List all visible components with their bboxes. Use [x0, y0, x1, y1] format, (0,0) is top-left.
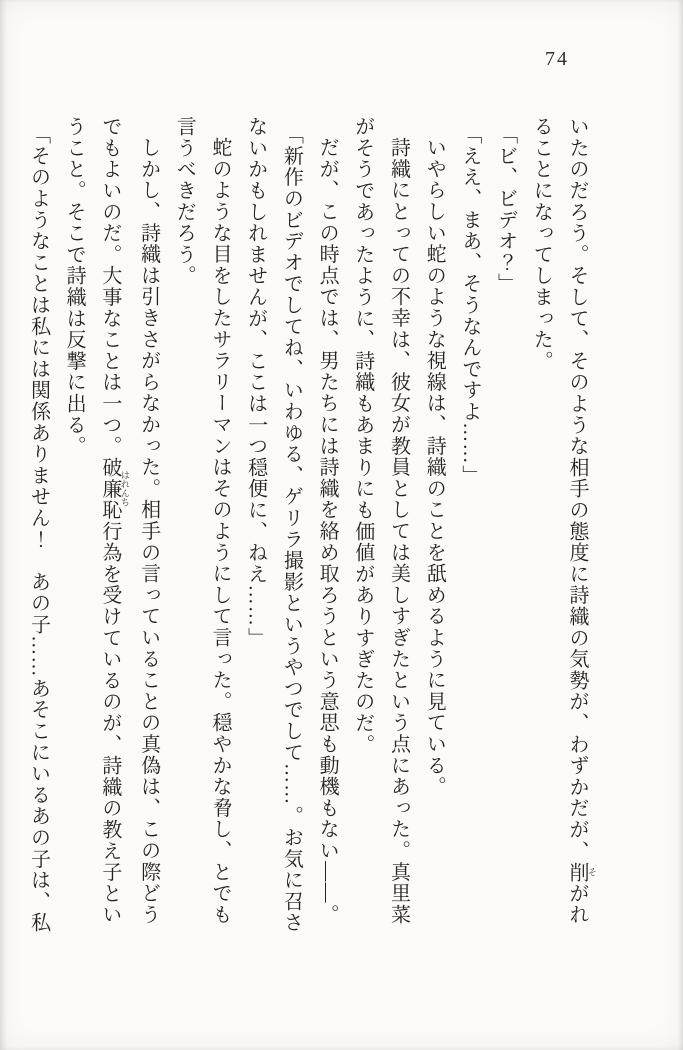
body-text [20, 116, 597, 934]
text-line-10: ないかもしれませんが、ここは一つ穏便に、ねえ……」 [244, 116, 267, 649]
text-line-3: 「ビ、ビデオ？」 [494, 124, 517, 295]
furigana-annotated-word: 削 そ [566, 861, 597, 883]
text-line-5: いやらしい蛇のような視線は、詩織のことを舐めるように見ている。 [423, 137, 446, 798]
text-line-7: がそうであったように、詩織もあまりにも価値がありすぎたのだ。 [351, 116, 374, 755]
text-line-12: 言うべきだろう。 [173, 116, 196, 287]
furigana-annotated-word: 破廉恥 はれんち [98, 456, 130, 521]
text-line-14: でもよいのだ。大事なことは一つ。破廉恥 はれんち行為を受けているのが、詩織の教え子とい [98, 116, 130, 926]
text-line-4: 「ええ、まあ、そうなんですよ……」 [458, 124, 481, 487]
text-line-1: いたのだろう。そして、そのような相手の態度に詩織の気勢が、わずかだが、削 そがれ [566, 116, 597, 926]
text-line-11: 蛇のような目をしたサラリーマンはそのようにして言った。穏やかな脅し、とでも [208, 137, 231, 926]
text-line-13: しかし、詩織は引きさがらなかった。相手の言っていることの真偽は、この際どう [137, 137, 160, 926]
text-line-6: 詩織にとっての不幸は、彼女が教員としては美しすぎたという点にあった。真里菜 [387, 137, 410, 926]
text-line-2: ることになってしまった。 [530, 116, 553, 372]
text-line-16: 「そのようなことは私には関係ありません！ あの子……あそこにいるあの子は、私 [27, 124, 50, 934]
text-line-9: 「新作のビデオでしてね、いわゆる、ゲリラ撮影というやつでして……。お気に召さ [280, 124, 303, 934]
text-line-15: うこと。そこで詩織は反撃に出る。 [63, 116, 86, 457]
text-line-8: だが、この時点では、男たちには詩織を絡め取ろうという意思も動機もない――。 [316, 137, 339, 926]
page-number: 74 [545, 48, 569, 70]
